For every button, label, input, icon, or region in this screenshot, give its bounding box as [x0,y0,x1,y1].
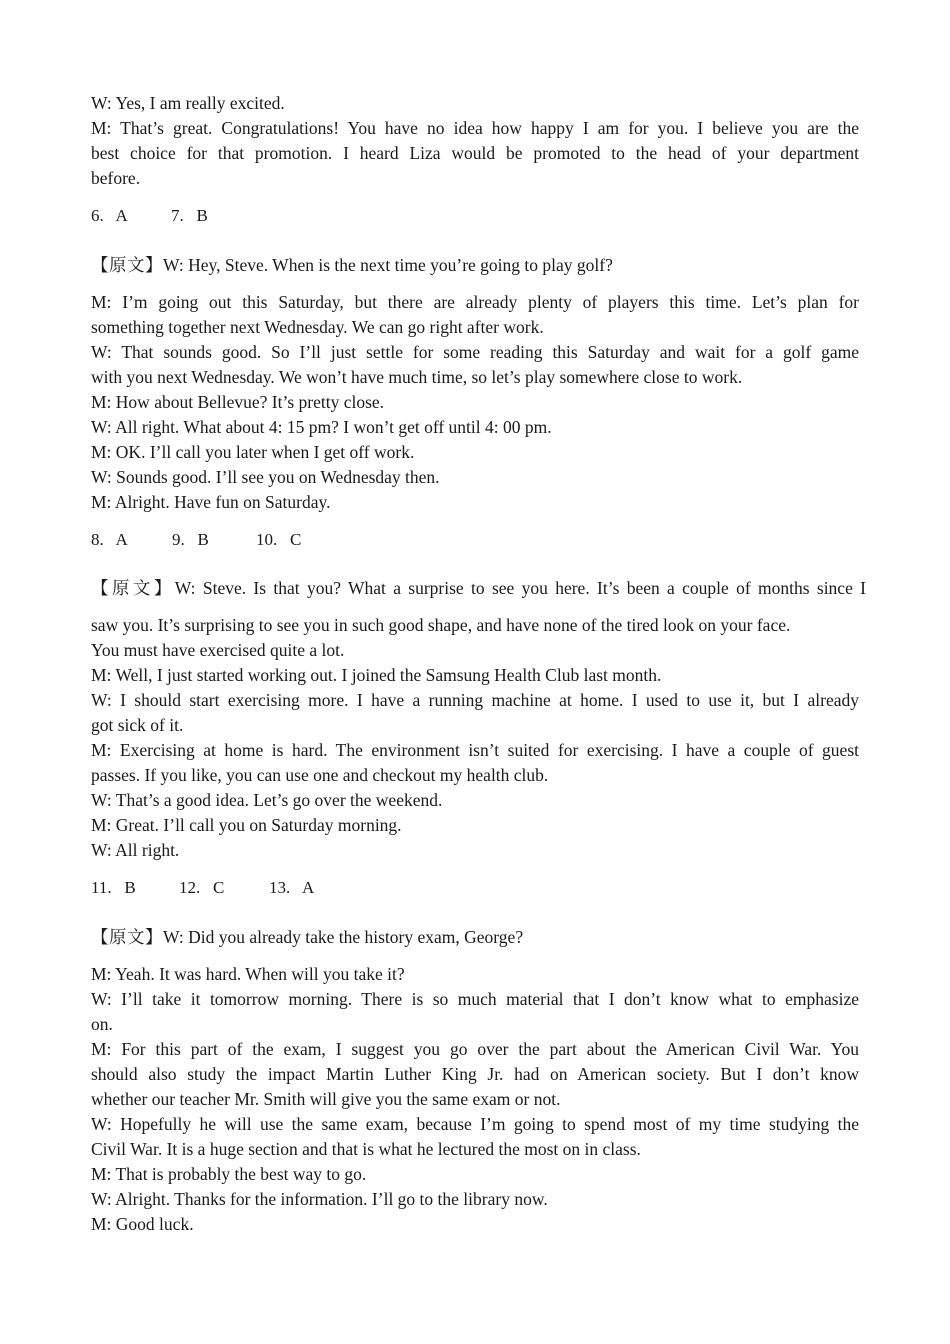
dialog-line: M: Alright. Have fun on Saturday. [91,492,331,512]
answer: 9. B [172,530,209,549]
transcript-header [91,925,859,950]
dialog-line: M: Good luck. [91,1214,194,1234]
dialog-line: W: I’ll take it tomorrow morning. There is so much material that I don’t know what to emphasize [91,989,859,1009]
dialog-line: with you next Wednesday. We won’t have much time, so let’s play somewhere close to work. [91,367,743,387]
dialog-line: M: Yeah. It was hard. When will you take it? [91,964,405,984]
answer-key-row [91,203,859,228]
dialog-line: W: All right. What about 4: 15 pm? I won’t get off until 4: 00 pm. [91,417,552,437]
dialog-line: before. [91,168,141,188]
dialog-line: W: That sounds good. So I’ll just settle for some reading this Saturday and wait for a golf game [91,342,859,362]
answer: 6. A [91,206,128,225]
dialog-line: Civil War. It is a huge section and that is what he lectured the most on in class. [91,1139,641,1159]
dialog-line: W: Did you already take the history exam, George? [163,927,524,947]
answer: 12. C [179,878,225,897]
transcript-header [91,253,859,278]
dialog-line: W: That’s a good idea. Let’s go over the weekend. [91,790,443,810]
dialog-line: should also study the impact Martin Luther King Jr. had on American society. But I don’t know [91,1064,859,1084]
answer: 13. A [269,878,315,897]
dialog-line: W: All right. [91,840,180,860]
dialog-line: M: I’m going out this Saturday, but there are already plenty of players this time. Let’s plan for [91,292,859,312]
answer: 7. B [171,206,208,225]
dialog-line: passes. If you like, you can use one and checkout my health club. [91,765,549,785]
dialog-line: best choice for that promotion. I heard Liza would be promoted to the head of your department [91,143,859,163]
dialog-line: something together next Wednesday. We can go right after work. [91,317,544,337]
transcript-label: 【原文】 [91,255,163,275]
answer: 10. C [256,530,302,549]
dialog-line: W: Sounds good. I’ll see you on Wednesday then. [91,467,440,487]
dialog-line: got sick of it. [91,715,184,735]
answer-key-row [91,875,859,900]
dialog-line: on. [91,1014,113,1034]
dialog-line: W: Alright. Thanks for the information. I’ll go to the library now. [91,1189,548,1209]
transcript-first-line [91,576,866,601]
dialog-line: W: Steve. Is that you? What a surprise to see you here. It’s been a couple of months since I [174,578,866,598]
answer: 8. A [91,530,128,549]
dialog-line: W: Yes, I am really excited. [91,93,285,113]
dialog-line: M: For this part of the exam, I suggest you go over the part about the American Civil War. You [91,1039,859,1059]
answer-key-row [91,527,859,552]
dialog-line: W: Hopefully he will use the same exam, because I’m going to spend most of my time studying the [91,1114,859,1134]
dialog-line: whether our teacher Mr. Smith will give you the same exam or not. [91,1089,561,1109]
dialog-line: M: That’s great. Congratulations! You have no idea how happy I am for you. I believe you are the [91,118,859,138]
dialog-line: M: Well, I just started working out. I joined the Samsung Health Club last month. [91,665,662,685]
transcript-body [91,962,859,1237]
dialog-continuation [91,91,859,191]
transcript-header [91,576,866,601]
dialog-line: M: Great. I’ll call you on Saturday morning. [91,815,402,835]
dialog-line: You must have exercised quite a lot. [91,640,345,660]
answer: 11. B [91,878,136,897]
dialog-line: M: How about Bellevue? It’s pretty close. [91,392,385,412]
transcript-label: 【原文】 [91,578,175,598]
transcript-label: 【原文】 [91,927,163,947]
dialog-line: W: Hey, Steve. When is the next time you’re going to play golf? [163,255,613,275]
dialog-line: M: Exercising at home is hard. The environment isn’t suited for exercising. I have a couple of guest [91,740,859,760]
transcript-body [91,613,859,863]
transcript-body [91,290,859,515]
dialog-line: saw you. It’s surprising to see you in such good shape, and have none of the tired look on your face. [91,615,791,635]
dialog-line: M: OK. I’ll call you later when I get off work. [91,442,415,462]
dialog-line: W: I should start exercising more. I have a running machine at home. I used to use it, but I already [91,690,859,710]
dialog-line: M: That is probably the best way to go. [91,1164,367,1184]
